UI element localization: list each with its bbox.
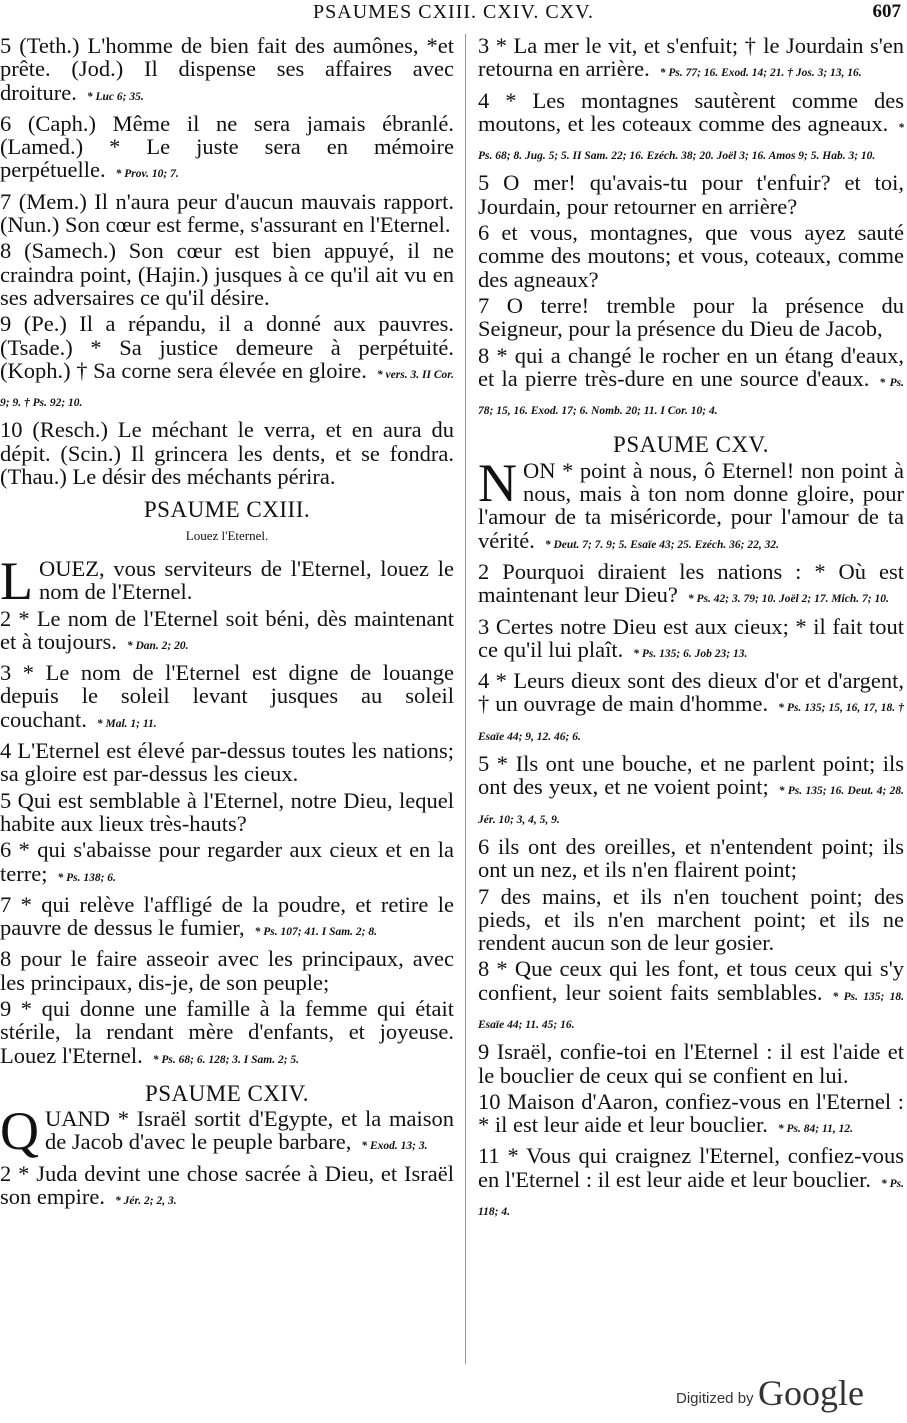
verse (478, 885, 904, 955)
verse-text: 8 * Que ceux qui les font, et tous ceux qui s'y confient, leur soient faits semblables. (478, 956, 904, 1005)
verse (0, 739, 454, 786)
verse-text: UAND * Israël sortit d'Egypte, et la maison de Jacob d'avec le peuple barbare, (45, 1106, 454, 1155)
psalm-heading: PSAUME CXV. (613, 432, 769, 458)
digitized-by-google-watermark (676, 1372, 876, 1412)
verse (478, 835, 904, 882)
cross-reference: * Ps. 138; 6. (57, 871, 116, 884)
verse-text: 4 * Leurs dieux sont des dieux d'or et d'argent, † un ouvrage de main d'homme. (478, 668, 904, 717)
verse-text: 7 * qui relève l'affligé de la poudre, et retire le pauvre de dessus le fumier, (0, 891, 454, 941)
watermark-prefix: Digitized by (676, 1390, 754, 1407)
cross-reference: * Exod. 13; 3. (361, 1140, 428, 1153)
cross-reference: * Ps. 77; 16. Exod. 14; 21. † Jos. 3; 13, 16. (659, 67, 862, 80)
opening-verse (0, 550, 454, 611)
opening-verse (478, 452, 904, 557)
cross-reference: * Jér. 2; 2, 3. (114, 1195, 177, 1208)
cross-reference: * Ps. 135; 6. Job 23; 13. (633, 647, 748, 660)
running-head (0, 0, 907, 30)
verse-text: 2 * Juda devint une chose sacrée à Dieu, et Israël son empire. (0, 1160, 454, 1210)
verse-text: 3 * Le nom de l'Eternel est digne de louange depuis le soleil levant jusques au soleil couchant. (0, 660, 454, 732)
verse-text: ON * point à nous, ô Eternel! non point à nous, mais à ton nom donne gloire, pour l'amour de ta miséricorde, pour l'amour de ta vérité. (478, 457, 904, 553)
verse (0, 789, 454, 836)
verse-text: 3 * La mer le vit, et s'enfuit; † le Jourdain s'en retourna en arrière. (478, 33, 904, 82)
cross-reference: * Ps. 107; 41. I Sam. 2; 8. (254, 926, 378, 939)
cross-reference: * Ps. 78; 15, 16. Exod. 17; 6. Nomb. 20; 11. I Cor. 10; 4. (478, 376, 904, 418)
verse-text: 10 (Resch.) Le méchant le verra, et en aura du dépit. (Scin.) Il grincera les dents, et se fondra. (Thau.) Le désir des méchants périra. (0, 417, 454, 490)
right-column (478, 34, 904, 1227)
verse (478, 171, 904, 218)
verse (0, 112, 454, 187)
cross-reference: * Luc 6; 35. (86, 90, 144, 103)
cross-reference: * Dan. 2; 20. (126, 639, 189, 652)
verse (0, 997, 454, 1072)
verse-text: 6 * qui s'abaisse pour regarder aux cieux et en la terre; (0, 837, 454, 886)
cross-reference: * Deut. 7; 7. 9; 5. Esaïe 43; 25. Ezéch. 36; 22, 32. (544, 538, 779, 551)
verse-text: 5 Qui est semblable à l'Eternel, notre Dieu, lequel habite aux lieux très-hauts? (0, 787, 454, 836)
cross-reference: * Ps. 84; 11, 12. (777, 1123, 853, 1136)
psalm-subtitle: Louez l'Eternel. (185, 527, 269, 543)
drop-cap-letter: L (0, 550, 33, 611)
verse-text: 9 * qui donne une famille à la femme qui était stérile, la rendant mère d'enfants, et joyeuse. Louez l'Eternel. (0, 995, 454, 1068)
verse-text: 7 (Mem.) Il n'aura peur d'aucun mauvais rapport. (Nun.) Son cœur est ferme, s'assurant en l'Eternel. (0, 188, 454, 238)
verse-text: 4 L'Eternel est élevé par-dessus toutes les nations; sa gloire est par-dessus les cieux. (0, 738, 454, 787)
verse-text: 11 * Vous qui craignez l'Eternel, confiez-vous en l'Eternel : il est leur aide et leur bouclier. (478, 1143, 904, 1192)
verse (0, 34, 454, 109)
cross-reference: * Ps. 135; 18. Esaïe 44; 11. 45; 16. (478, 990, 904, 1031)
verse (478, 89, 904, 169)
verse-text: 9 Israël, confie-toi en l'Eternel : il est l'aide et le bouclier de ceux qui se confient en lui. (478, 1039, 904, 1088)
verse (478, 957, 904, 1037)
cross-reference: * Ps. 135; 15, 16, 17, 18. † Esaïe 44; 9, 12. 46; 6. (478, 702, 904, 743)
verse (0, 418, 454, 488)
verse (0, 239, 454, 309)
verse (478, 1144, 904, 1224)
verse-text: 5 O mer! qu'avais-tu pour t'enfuir? et toi, Jourdain, pour retourner en arrière? (478, 170, 904, 219)
verse-text: 6 ils ont des oreilles, et n'entendent point; ils ont un nez, et ils n'en flairent point; (478, 833, 904, 883)
verse-text: 5 * Ils ont une bouche, et ne parlent point; ils ont des yeux, et ne voient point; (478, 751, 904, 800)
verse (478, 221, 904, 291)
verse (0, 661, 454, 736)
drop-cap-letter: Q (0, 1101, 39, 1162)
verse (478, 294, 904, 341)
psalm-heading: PSAUME CXIV. (144, 1080, 310, 1106)
left-column (0, 34, 454, 1216)
verse-text: 6 et vous, montagnes, que vous ayez sauté comme des moutons; et vous, coteaux, comme des agneaux? (478, 220, 904, 292)
verse (0, 893, 454, 945)
verse (0, 312, 454, 415)
verse-text: 3 Certes notre Dieu est aux cieux; * il fait tout ce qu'il lui plaît. (478, 613, 904, 662)
drop-cap-letter: N (478, 452, 517, 513)
verse-text: 8 (Samech.) Son cœur est bien appuyé, il ne craindra point, (Hajin.) jusques à ce qu'il ait vu en ses adversaires ce qu'il désire. (0, 238, 454, 310)
verse-text: 2 * Le nom de l'Eternel soit béni, dès maintenant et à toujours. (0, 605, 454, 654)
verse-text: 7 des mains, et ils n'en touchent point; des pieds, et ils n'en marchent point; et ils ne rendent aucun son de leur gosier. (478, 883, 904, 956)
page-number: 607 (872, 1, 901, 22)
verse-text: OUEZ, vous serviteurs de l'Eternel, louez le nom de l'Eternel. (39, 555, 454, 605)
verse (0, 947, 454, 994)
verse-text: 9 (Pe.) Il a répandu, il a donné aux pauvres. (Tsade.) * Sa justice demeure à perpétuité. (Koph.) † Sa corne sera élevée en gloire. (0, 311, 454, 383)
verse-text: 8 pour le faire asseoir avec les principaux, avec les principaux, dis-je, de son peuple; (0, 946, 454, 995)
running-title: PSAUMES CXIII. CXIV. CXV. (313, 1, 594, 23)
verse (0, 607, 454, 659)
verse-text: 5 (Teth.) L'homme de bien fait des aumônes, *et prête. (Jod.) Il dispense ses affaires avec droiture. (0, 33, 454, 105)
opening-verse (0, 1101, 454, 1162)
verse (478, 615, 904, 667)
verse-text: 7 O terre! tremble pour la présence du Seigneur, pour la présence du Dieu de Jacob, (478, 292, 904, 342)
column-divider (465, 34, 466, 1364)
cross-reference: * Ps. 42; 3. 79; 10. Joël 2; 17. Mich. 7; 10. (687, 593, 889, 606)
google-logo: Google (758, 1373, 864, 1413)
verse (478, 669, 904, 749)
verse (0, 190, 454, 237)
cross-reference: * Prov. 10; 7. (115, 168, 179, 181)
cross-reference: * Ps. 68; 8. Jug. 5; 5. II Sam. 22; 16. Ezéch. 38; 20. Joël 3; 16. Amos 9; 5. Hab. 3; 10. (478, 121, 904, 163)
cross-reference: * Ps. 135; 16. Deut. 4; 28. Jér. 10; 3, 4, 5, 9. (478, 785, 904, 826)
verse-text: 6 (Caph.) Même il ne sera jamais ébranlé. (Lamed.) * Le juste sera en mémoire perpétuelle. (0, 110, 454, 183)
verse-text: 10 Maison d'Aaron, confiez-vous en l'Eternel : * il est leur aide et leur bouclier. (478, 1088, 904, 1138)
verse-text: 8 * qui a changé le rocher en un étang d'eaux, et la pierre très-dure en une source d'eaux. (478, 342, 904, 391)
psalm-heading: PSAUME CXIII. (143, 497, 311, 523)
verse (478, 344, 904, 424)
verse-text: 2 Pourquoi diraient les nations : * Où est maintenant leur Dieu? (478, 558, 904, 608)
verse-text: 4 * Les montagnes sautèrent comme des moutons, et les coteaux comme des agneaux. (478, 87, 904, 136)
verse (478, 560, 904, 612)
verse (478, 1090, 904, 1142)
verse (478, 34, 904, 86)
verse (0, 1162, 454, 1214)
cross-reference: * Ps. 68; 6. 128; 3. I Sam. 2; 5. (152, 1053, 300, 1066)
verse (478, 1040, 904, 1087)
cross-reference: * Mal. 1; 11. (96, 717, 157, 730)
verse (0, 838, 454, 890)
cross-reference: * vers. 3. II Cor. 9; 9. † Ps. 92; 10. (0, 368, 454, 410)
cross-reference: * Ps. 118; 4. (478, 1177, 905, 1219)
verse (478, 752, 904, 832)
